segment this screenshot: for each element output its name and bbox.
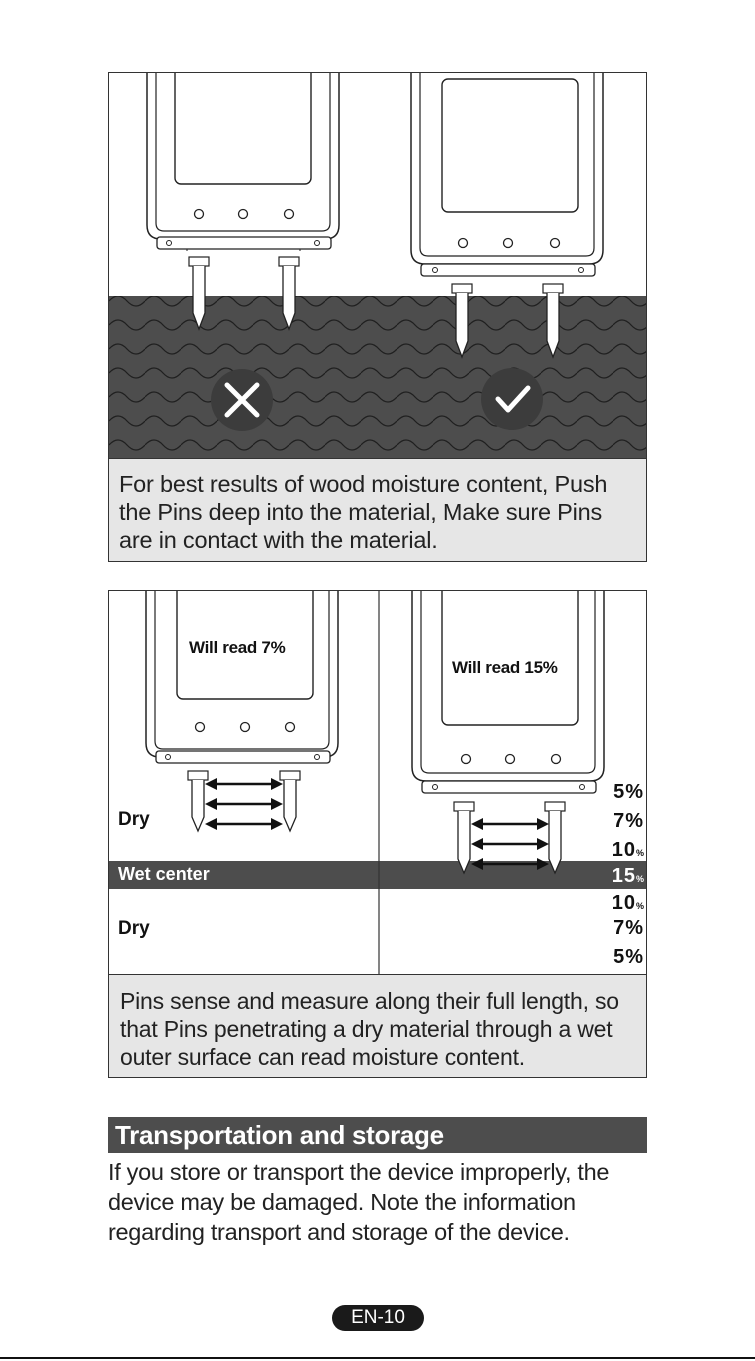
page-number-badge: EN-10 — [332, 1305, 424, 1331]
percent-scale-item: 7% — [613, 917, 644, 939]
pin-depth-figure — [108, 72, 647, 562]
section-body: If you store or transport the device improperly, the device may be damaged. Note the information regarding transport and storage of the device. — [108, 1159, 610, 1245]
percent-scale-item: 7% — [613, 810, 644, 832]
meter-shallow-insertion — [147, 73, 339, 329]
left-meter-reading: Will read 7% — [189, 638, 286, 657]
cross-icon — [211, 369, 273, 431]
percent-scale-item: 10% — [611, 839, 644, 861]
percent-scale-item: 5% — [613, 781, 644, 803]
check-icon — [481, 368, 543, 430]
pin-sensing-figure — [108, 590, 647, 1078]
wet-center-label: Wet center — [118, 864, 210, 884]
section-heading: Transportation and storage — [108, 1117, 647, 1153]
pin-depth-illustration — [109, 73, 647, 458]
dry-top-label: Dry — [118, 809, 150, 830]
percent-scale-item: 5% — [613, 946, 644, 968]
bottom-rule — [0, 1357, 755, 1359]
percent-scale-item: 15% — [611, 865, 644, 887]
pin-sensing-caption: Pins sense and measure along their full length, so that Pins penetrating a dry material through a wet outer surface can read moisture content. — [109, 974, 646, 1077]
right-meter-reading: Will read 15% — [452, 658, 558, 677]
meter-deep-reading — [412, 591, 604, 873]
pin-depth-caption: For best results of wood moisture content, Push the Pins deep into the material, Make sure Pins are in contact with the material. — [109, 458, 646, 561]
percent-scale-item: 10% — [611, 892, 644, 914]
meter-shallow-reading — [146, 591, 338, 831]
dry-bottom-label: Dry — [118, 918, 150, 939]
